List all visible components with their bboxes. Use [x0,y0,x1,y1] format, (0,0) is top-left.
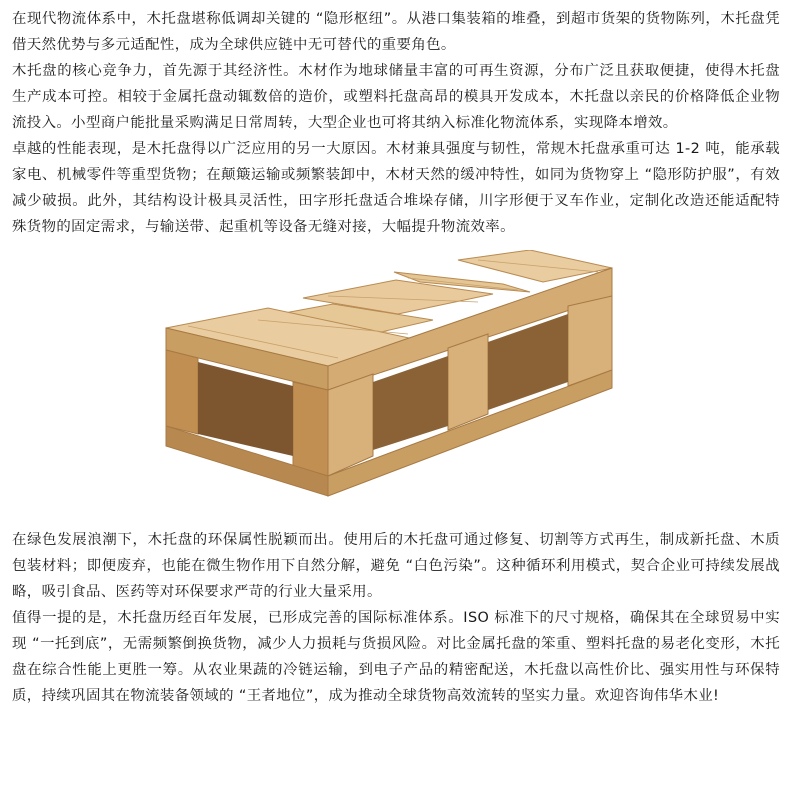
paragraph-economy: 木托盘的核心竞争力，首先源于其经济性。木材作为地球储量丰富的可再生资源，分布广泛且获取便捷，使得木托盘生产成本可控。相较于金属托盘动辄数倍的造价，或塑料托盘高昂的模具开发成本，木托盘以亲民的价格降低企业物流投入。小型商户能批量采购满足日常周转，大型企业也可将其纳入标准化物流体系，实现降本增效。 [12,63,780,131]
pallet-block [328,374,373,476]
paragraph-standards: 值得一提的是，木托盘历经百年发展，已形成完善的国际标准体系。ISO 标准下的尺寸规格，确保其在全球贸易中实现 “一托到底”，无需频繁倒换货物，减少人力损耗与货损风险。对比金属托盘的笨重、塑料托盘的易老化变形，木托盘在综合性能上更胜一筹。从农业果蔬的冷链运输，到电子产品的精密配送，木托盘以高性价比、强实用性与环保特质，持续巩固其在物流装备领域的 “王者地位”，成为推动全球货物高效流转的坚实力量。欢迎咨询伟华木业! [12,610,780,704]
wooden-pallet-image [158,250,618,522]
pallet-block [166,350,198,434]
paragraph-intro: 在现代物流体系中，木托盘堪称低调却关键的 “隐形枢纽”。从港口集装箱的堆叠，到超市货架的货物陈列，木托盘凭借天然优势与多元适配性，成为全球供应链中无可替代的重要角色。 [12,11,780,53]
paragraph-performance: 卓越的性能表现，是木托盘得以广泛应用的另一大原因。木材兼具强度与韧性，常规木托盘承重可达 1-2 吨，能承载家电、机械零件等重型货物；在颠簸运输或频繁装卸中，木材天然的缓冲特性，如同为货物穿上 “隐形防护服”，有效减少破损。此外，其结构设计极具灵活性，田字形托盘适合堆垛存储，川字形便于叉车作业，定制化改造还能适配特殊货物的固定需求，与输送带、起重机等设备无缝对接，大幅提升物流效率。 [12,141,780,235]
pallet-block [448,334,488,430]
article [12,6,780,709]
pallet-figure [12,250,780,522]
pallet-block [293,382,328,476]
paragraph-environment: 在绿色发展浪潮下，木托盘的环保属性脱颖而出。使用后的木托盘可通过修复、切割等方式再生，制成新托盘、木质包装材料；即便废弃，也能在微生物作用下自然分解，避免 “白色污染”。这种循环利用模式，契合企业可持续发展战略，吸引食品、医药等对环保要求严苛的行业大量采用。 [12,532,780,600]
